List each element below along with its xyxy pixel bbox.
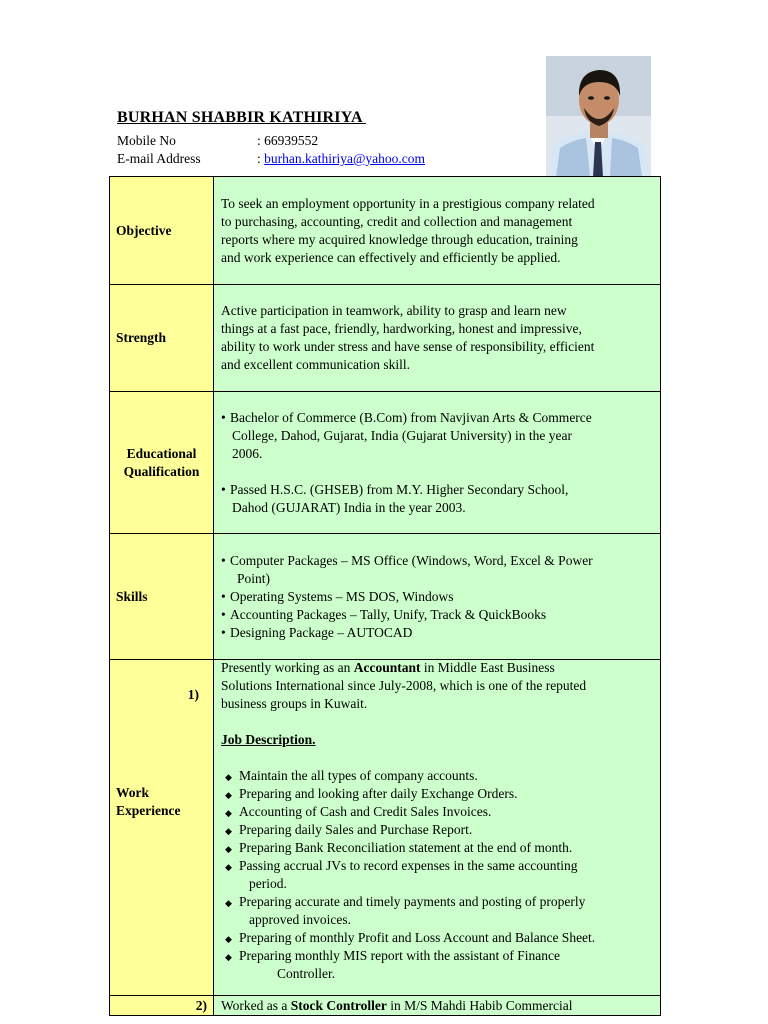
work-entry1-line2: Solutions International since July-2008, which is one of the reputed — [221, 678, 587, 693]
strength-line: things at a fast pace, friendly, hardworking, honest and impressive, — [221, 321, 582, 336]
duty-line: Controller. — [277, 966, 336, 981]
work-entry1-role: Accountant — [353, 660, 421, 675]
work-entry1-post: in Middle East Business — [420, 660, 555, 675]
bullet-icon: • — [221, 409, 226, 425]
bullet-icon: • — [221, 588, 226, 604]
duty-line: Preparing of monthly Profit and Loss Account and Balance Sheet. — [239, 930, 596, 945]
diamond-bullet-icon: ◆ — [225, 934, 232, 944]
duty-line: Preparing accurate and timely payments and posting of properly — [239, 894, 586, 909]
education-item — [221, 409, 653, 463]
bullet-icon: • — [221, 481, 226, 497]
education-item-line: Bachelor of Commerce (B.Com) from Navjivan Arts & Commerce — [230, 409, 592, 425]
diamond-bullet-icon: ◆ — [225, 952, 232, 962]
diamond-bullet-icon: ◆ — [225, 790, 232, 800]
objective-line: reports where my acquired knowledge through education, training — [221, 231, 578, 247]
duty-item — [221, 929, 653, 947]
email-prefix: : — [257, 151, 265, 166]
education-item-line: Dahod (GUJARAT) India in the year 2003. — [232, 499, 466, 515]
education-item-line: 2006. — [232, 445, 263, 461]
skills-content — [214, 534, 661, 660]
duty-item — [221, 767, 653, 785]
education-label-line1: Educational — [126, 445, 197, 461]
work-entry2-row — [110, 996, 661, 1016]
education-item-line: College, Dahod, Gujarat, India (Gujarat University) in the year — [232, 427, 573, 443]
objective-content — [214, 177, 661, 285]
duty-item — [221, 839, 653, 857]
objective-label: Objective — [110, 177, 214, 285]
skills-item — [221, 588, 653, 606]
work-row — [110, 660, 661, 996]
diamond-bullet-icon: ◆ — [225, 898, 232, 908]
skills-item — [221, 624, 653, 642]
mobile-label: Mobile No — [117, 133, 176, 148]
objective-line: to purchasing, accounting, credit and collection and management — [221, 213, 573, 229]
duty-item — [221, 821, 653, 839]
objective-row — [110, 177, 661, 285]
duty-line: Preparing and looking after daily Exchange Orders. — [239, 786, 518, 801]
profile-photo — [546, 56, 651, 177]
skills-item-line: Point) — [237, 570, 271, 586]
objective-line: and work experience can effectively and efficiently be applied. — [221, 249, 561, 265]
work-entry1-line3: business groups in Kuwait. — [221, 696, 368, 711]
work-entry2-post: in M/S Mahdi Habib Commercial — [386, 997, 573, 1013]
duty-line: Preparing Bank Reconciliation statement at the end of month. — [239, 840, 573, 855]
duty-item — [221, 785, 653, 803]
work-entry2-role: Stock Controller — [290, 997, 387, 1013]
duty-line: Accounting of Cash and Credit Sales Invoices. — [239, 804, 492, 819]
duty-item — [221, 803, 653, 821]
education-row — [110, 392, 661, 534]
work-entry1-pre: Presently working as an — [221, 660, 354, 675]
strength-content — [214, 285, 661, 392]
duty-item — [221, 947, 653, 983]
strength-row — [110, 285, 661, 392]
mobile-value: : 66939552 — [257, 133, 319, 148]
duty-line: period. — [249, 876, 287, 891]
duty-line: Maintain the all types of company accounts. — [239, 768, 478, 783]
strength-label: Strength — [110, 285, 214, 392]
duty-line: approved invoices. — [249, 912, 351, 927]
work-entry-number: 1) — [187, 687, 199, 702]
duty-item — [221, 857, 653, 893]
job-description-title: Job Description. — [221, 732, 316, 747]
strength-line: and excellent communication skill. — [221, 357, 410, 372]
education-label-line2: Qualification — [123, 463, 200, 479]
duty-line: Preparing daily Sales and Purchase Report. — [239, 822, 473, 837]
mobile-row — [117, 133, 318, 149]
diamond-bullet-icon: ◆ — [225, 844, 232, 854]
email-link[interactable]: burhan.kathiriya@yahoo.com — [264, 151, 426, 166]
skills-item-line: Accounting Packages – Tally, Unify, Track & QuickBooks — [230, 606, 547, 622]
work-label-line2: Experience — [116, 803, 181, 818]
skills-item-line: Computer Packages – MS Office (Windows, Word, Excel & Power — [230, 552, 593, 568]
strength-line: Active participation in teamwork, ability to grasp and learn new — [221, 303, 567, 318]
work-entry2-content — [214, 996, 661, 1016]
skills-item — [221, 552, 653, 588]
bullet-icon: • — [221, 624, 226, 640]
bullet-icon: • — [221, 552, 226, 568]
resume-table — [109, 176, 661, 1016]
skills-label: Skills — [110, 534, 214, 660]
diamond-bullet-icon: ◆ — [225, 808, 232, 818]
skills-item — [221, 606, 653, 624]
education-content — [214, 392, 661, 534]
diamond-bullet-icon: ◆ — [225, 772, 232, 782]
work-label — [110, 660, 214, 996]
education-item-line: Passed H.S.C. (GHSEB) from M.Y. Higher Secondary School, — [230, 481, 569, 497]
work-entry1-line1 — [221, 659, 653, 677]
duty-line: Passing accrual JVs to record expenses in the same accounting — [239, 858, 578, 873]
strength-line: ability to work under stress and have sense of responsibility, efficient — [221, 339, 595, 354]
work-content — [214, 660, 661, 996]
objective-line: To seek an employment opportunity in a prestigious company related — [221, 195, 595, 211]
skills-item-line: Designing Package – AUTOCAD — [230, 624, 413, 640]
diamond-bullet-icon: ◆ — [225, 862, 232, 872]
duty-line: Preparing monthly MIS report with the assistant of Finance — [239, 948, 560, 963]
email-row — [117, 151, 425, 167]
skills-row — [110, 534, 661, 660]
diamond-bullet-icon: ◆ — [225, 826, 232, 836]
work-entry2-pre: Worked as a — [221, 997, 291, 1013]
education-label — [110, 392, 214, 534]
email-label: E-mail Address — [117, 151, 201, 166]
bullet-icon: • — [221, 606, 226, 622]
work-label-line1: Work — [116, 785, 150, 800]
skills-item-line: Operating Systems – MS DOS, Windows — [230, 588, 454, 604]
duty-item — [221, 893, 653, 929]
candidate-name: BURHAN SHABBIR KATHIRIYA — [117, 109, 367, 126]
education-item — [221, 481, 653, 517]
work-entry2-number: 2) — [110, 996, 214, 1016]
